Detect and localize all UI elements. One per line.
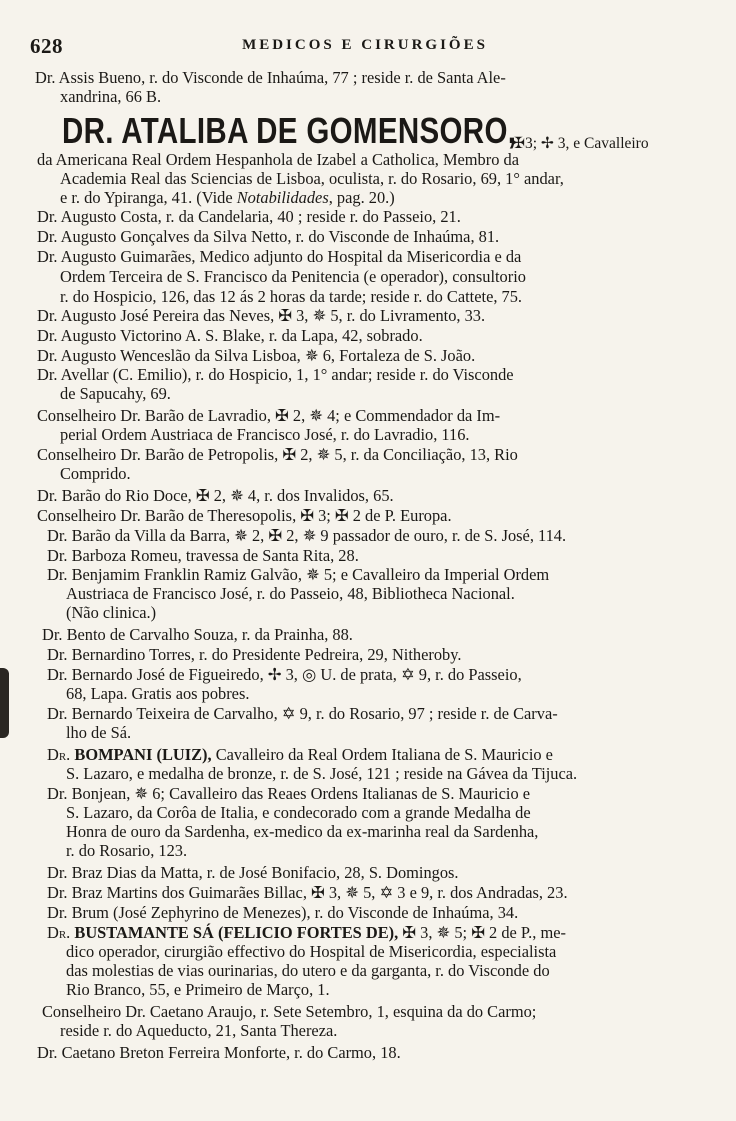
entry-line: Dr. Augusto Wenceslão da Silva Lisboa, ✵ 6, Fortaleza de S. João. xyxy=(37,346,476,365)
entry-line: Academia Real das Sciencias de Lisboa, oculista, r. do Rosario, 69, 1° andar, xyxy=(60,169,564,188)
entry-line: Dr. Avellar (C. Emilio), r. do Hospicio, 1, 1° andar; reside r. do Visconde xyxy=(37,365,514,384)
entry-line: lho de Sá. xyxy=(66,723,132,742)
entry-line: Honra de ouro da Sardenha, ex-medico da ex-marinha real da Sardenha, xyxy=(66,822,539,841)
entry-line: Dr. Bernardino Torres, r. do Presidente Pedreira, 29, Nitheroby. xyxy=(47,645,462,664)
entry-name: BUSTAMANTE SÁ (FELICIO FORTES DE), xyxy=(74,923,399,942)
entry-name: BOMPANI (LUIZ), xyxy=(74,745,212,764)
entry-line: Dr. Bonjean, ✵ 6; Cavalleiro das Reaes Ordens Italianas de S. Mauricio e xyxy=(47,784,531,803)
entry-line: r. do Rosario, 123. xyxy=(66,841,188,860)
entry-text: , pag. 20.) xyxy=(328,188,395,207)
page-number: 628 xyxy=(30,34,63,58)
featured-entry-honors: ✠3; ✢ 3, e Cavalleiro xyxy=(512,135,649,152)
entry-line: das molestias de vias ourinarias, do utero e da garganta, r. do Visconde do xyxy=(66,961,550,980)
entry-line: r. do Hospicio, 126, das 12 ás 2 horas da tarde; reside r. do Cattete, 75. xyxy=(60,287,523,306)
entry-line: de Sapucahy, 69. xyxy=(60,384,171,403)
entry-line: Dr. Augusto Victorino A. S. Blake, r. da Lapa, 42, sobrado. xyxy=(37,326,423,345)
entry-line: Dr. Barboza Romeu, travessa de Santa Rita, 28. xyxy=(47,546,359,565)
entry-text: e r. do Ypiranga, 41. (Vide xyxy=(60,188,233,207)
entry-line: Ordem Terceira de S. Francisco da Penitencia (e operador), consultorio xyxy=(60,267,526,286)
entry-line: 68, Lapa. Gratis aos pobres. xyxy=(66,684,250,703)
entry-line: Austriaca de Francisco José, r. do Passeio, 48, Bibliotheca Nacional. xyxy=(66,584,515,603)
entry-line: Dr. Brum (José Zephyrino de Menezes), r. do Visconde de Inhaúma, 34. xyxy=(47,903,519,922)
entry-line: Conselheiro Dr. Caetano Araujo, r. Sete Setembro, 1, esquina da do Carmo; xyxy=(42,1002,537,1021)
running-title: MEDICOS E CIRURGIÕES xyxy=(242,37,488,53)
entry-line: Dr. Augusto Guimarães, Medico adjunto do Hospital da Misericordia e da xyxy=(37,247,522,266)
featured-entry xyxy=(62,110,722,152)
entry-line: Dr. Bernardo José de Figueiredo, ✢ 3, ◎ U. de prata, ✡ 9, r. do Passeio, xyxy=(47,665,522,684)
entry-line xyxy=(47,923,566,942)
entry-title: Dr. xyxy=(47,923,71,942)
entry-line: Comprido. xyxy=(60,464,131,483)
entry-line: Conselheiro Dr. Barão de Petropolis, ✠ 2, ✵ 5, r. da Conciliação, 13, Rio xyxy=(37,445,518,464)
entry-line: Rio Branco, 55, e Primeiro de Março, 1. xyxy=(66,980,330,999)
entry-line: reside r. do Aqueducto, 21, Santa Thereza. xyxy=(60,1021,338,1040)
entry-line: Dr. Barão do Rio Doce, ✠ 2, ✵ 4, r. dos Invalidos, 65. xyxy=(37,486,394,505)
entry-line: Conselheiro Dr. Barão de Theresopolis, ✠ 3; ✠ 2 de P. Europa. xyxy=(37,506,452,525)
entry-line: Dr. Bento de Carvalho Souza, r. da Prainha, 88. xyxy=(42,625,353,644)
entry-line: Dr. Barão da Villa da Barra, ✵ 2, ✠ 2, ✵ 9 passador de ouro, r. de S. José, 114. xyxy=(47,526,567,545)
entry-line: Dr. Augusto Gonçalves da Silva Netto, r. do Visconde de Inhaúma, 81. xyxy=(37,227,500,246)
entry-line: S. Lazaro, e medalha de bronze, r. de S. José, 121 ; reside na Gávea da Tijuca. xyxy=(66,764,578,783)
entry-line: perial Ordem Austriaca de Francisco José, r. do Lavradio, 116. xyxy=(60,425,470,444)
entry-line: Conselheiro Dr. Barão de Lavradio, ✠ 2, ✵ 4; e Commendador da Im- xyxy=(37,406,501,425)
entry-line xyxy=(60,188,395,207)
entry-line: Dr. Augusto José Pereira das Neves, ✠ 3, ✵ 5, r. do Livramento, 33. xyxy=(37,306,486,325)
entry-line: Dr. Caetano Breton Ferreira Monforte, r. do Carmo, 18. xyxy=(37,1043,401,1062)
entry-text: Cavalleiro da Real Ordem Italiana de S. Mauricio e xyxy=(215,745,553,764)
entry-line: Dr. Augusto Costa, r. da Candelaria, 40 ; reside r. do Passeio, 21. xyxy=(37,207,461,226)
entry-line: Dr. Braz Dias da Matta, r. de José Bonifacio, 28, S. Domingos. xyxy=(47,863,459,882)
entry-line: da Americana Real Ordem Hespanhola de Izabel a Catholica, Membro da xyxy=(37,150,519,169)
entry-line: dico operador, cirurgião effectivo do Hospital de Misericordia, especialista xyxy=(66,942,557,961)
featured-entry-name: DR. ATALIBA DE GOMENSORO, xyxy=(62,110,517,151)
entry-text: ✠ 3, ✵ 5; ✠ 2 de P., me- xyxy=(402,923,566,942)
entry-line: Dr. Braz Martins dos Guimarães Billac, ✠ 3, ✵ 5, ✡ 3 e 9, r. dos Andradas, 23. xyxy=(47,883,568,902)
entry-line: xandrina, 66 B. xyxy=(60,87,162,106)
entry-line: S. Lazaro, da Corôa de Italia, e condecorado com a grande Medalha de xyxy=(66,803,531,822)
entry-line: Dr. Assis Bueno, r. do Visconde de Inhaúma, 77 ; reside r. de Santa Ale- xyxy=(35,68,506,87)
entry-line: Dr. Benjamim Franklin Ramiz Galvão, ✵ 5; e Cavalleiro da Imperial Ordem xyxy=(47,565,550,584)
entry-italic-ref: Notabilidades xyxy=(236,188,329,207)
entry-line xyxy=(47,745,553,764)
entry-line: (Não clinica.) xyxy=(66,603,157,622)
entry-line: Dr. Bernardo Teixeira de Carvalho, ✡ 9, r. do Rosario, 97 ; reside r. de Carva- xyxy=(47,704,558,723)
entry-title: Dr. xyxy=(47,745,71,764)
